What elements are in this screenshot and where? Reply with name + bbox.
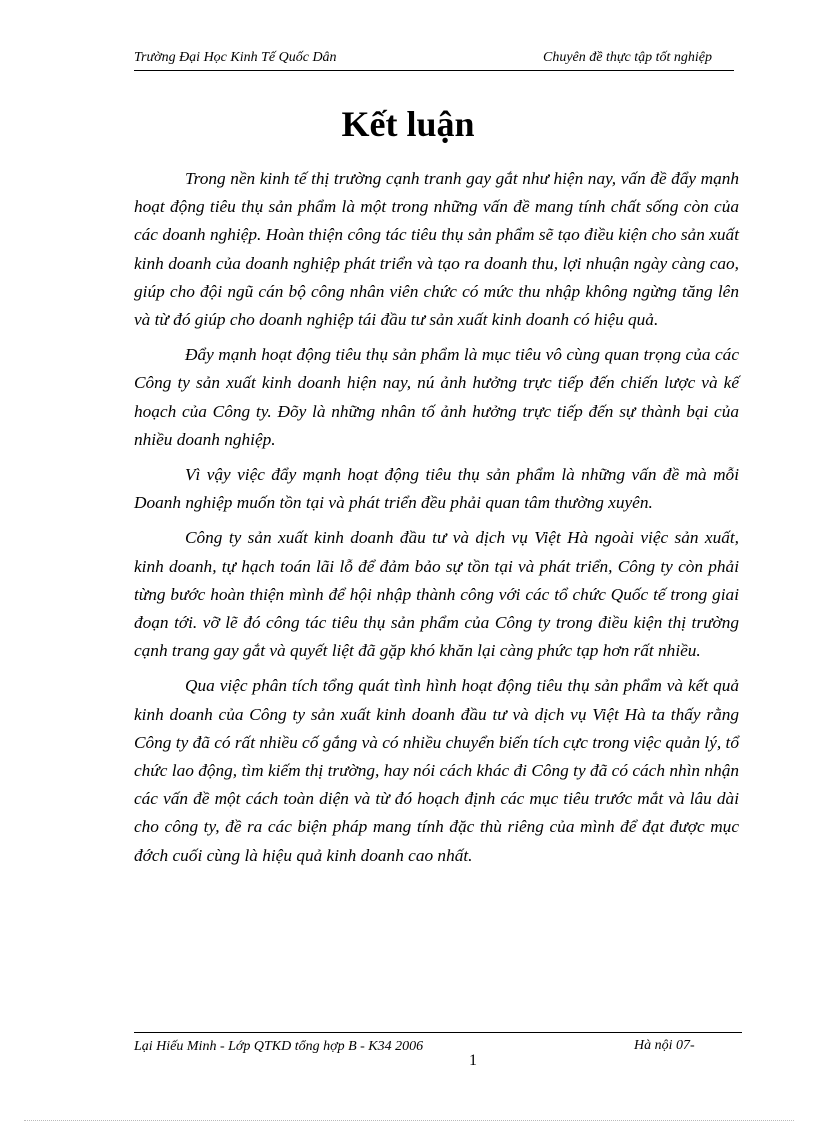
page-number: 1 [469, 1052, 477, 1069]
header-report-type: Chuyên đề thực tập tốt nghiệp [543, 50, 712, 65]
paragraph-1: Trong nền kinh tế thị trường cạnh tranh gay gắt như hiện nay, vấn đề đẩy mạnh hoạt động tiêu thụ sản phẩm là một trong những vấn đề mang tính chất sống còn của các doanh nghiệp. Hoàn thiện công tác tiêu thụ sản phẩm sẽ tạo điều kiện cho sản xuất kinh doanh của doanh nghiệp phát triển và tạo ra doanh thu, lợi nhuận ngày càng cao, giúp cho đội ngũ cán bộ công nhân viên chức có mức thu nhập không ngừng tăng lên và từ đó giúp cho doanh nghiệp tái đầu tư sản xuất kinh doanh có hiệu quả. [134, 169, 739, 330]
paragraph-2: Đẩy mạnh hoạt động tiêu thụ sản phẩm là mục tiêu vô cùng quan trọng của các Công ty sản xuất kinh doanh hiện nay, nú ảnh hưởng trực tiếp đến chiến lược và kế hoạch của Công ty. Đõy là những nhân tố ảnh hưởng trực tiếp đến sự thành bại của nhiều doanh nghiệp. [134, 345, 739, 449]
paragraph-4: Công ty sản xuất kinh doanh đầu tư và dịch vụ Việt Hà ngoài việc sản xuất, kinh doanh, tự hạch toán lãi lỗ để đảm bảo sự tồn tại và phát triển, Công ty còn phải từng bước hoàn thiện mình để hội nhập thành công với các tổ chức Quốc tế trong giai đoạn tới. vỡ lẽ đó công tác tiêu thụ sản phẩm của Công ty trong điều kiện thị trường cạnh trang gay gắt và quyết liệt đã gặp khó khăn lại càng phức tạp hơn rất nhiều. [134, 528, 739, 661]
footer-author: Lại Hiếu Minh - Lớp QTKD tổng hợp B - K34 2006 [134, 1039, 424, 1054]
document-body [134, 165, 739, 877]
footer-location-date: Hà nội 07- [634, 1038, 695, 1053]
page-bottom-border [24, 1120, 794, 1121]
header-school: Trường Đại Học Kinh Tế Quốc Dân [134, 50, 337, 65]
page-header [134, 50, 734, 71]
paragraph-3: Vì vậy việc đẩy mạnh hoạt động tiêu thụ sản phẩm là những vấn đề mà mỗi Doanh nghiệp muốn tồn tại và phát triển đều phải quan tâm thường xuyên. [134, 465, 739, 513]
paragraph-5: Qua việc phân tích tổng quát tình hình hoạt động tiêu thụ sản phẩm và kết quả kinh doanh của Công ty sản xuất kinh doanh đầu tư và dịch vụ Việt Hà ta thấy rằng Công ty đã có rất nhiều cố gắng và có nhiều chuyển biến tích cực trong việc quản lý, tổ chức lao động, tìm kiếm thị trường, hay nói cách khác đi Công ty đã có cách nhìn nhận các vấn đề một cách toàn diện và từ đó hoạch định các mục tiêu trước mắt và lâu dài cho công ty, đề ra các biện pháp mang tính đặc thù riêng của mình để đạt được mục đớch cuối cùng là hiệu quả kinh doanh cao nhất. [134, 676, 739, 865]
page-title: Kết luận [341, 104, 475, 144]
footer-divider [134, 1032, 742, 1033]
